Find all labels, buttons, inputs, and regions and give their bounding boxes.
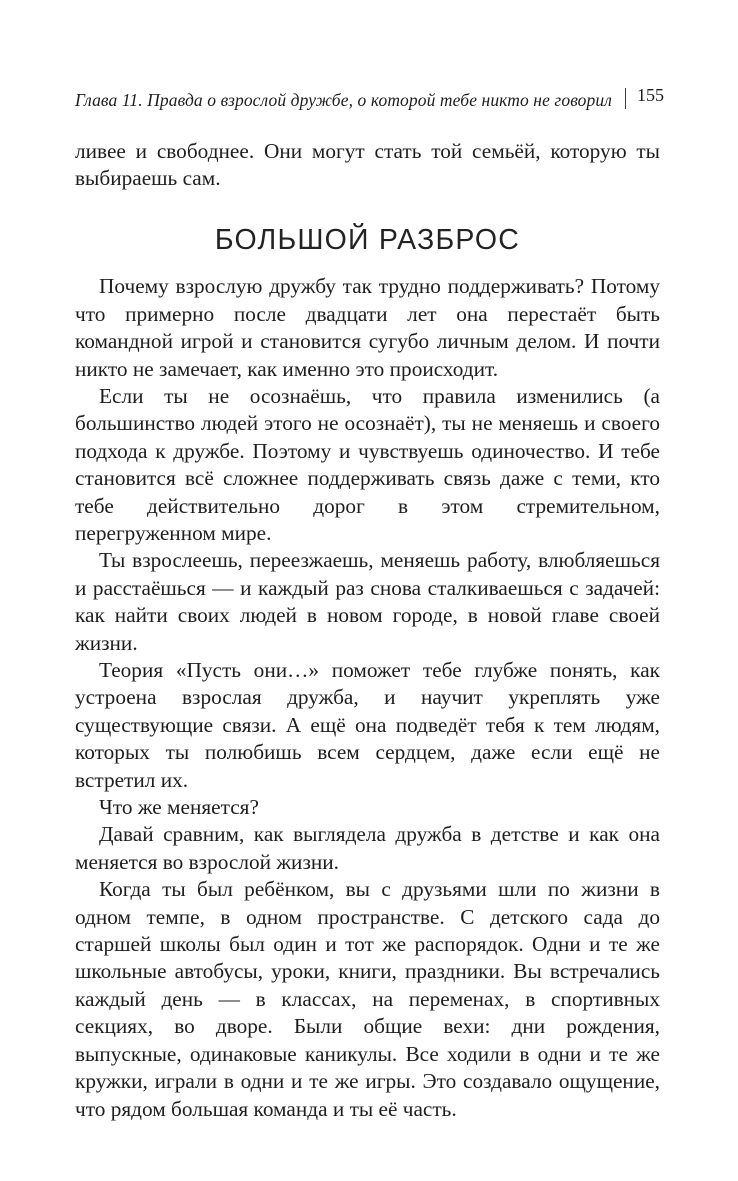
paragraph: Давай сравним, как выглядела дружба в детстве и как она меняется во взрослой жизни. <box>75 822 660 874</box>
page-number: 155 <box>636 85 664 105</box>
paragraph: Когда ты был ребёнком, вы с друзьями шли по жизни в одном темпе, в одном пространстве. С детского сада до старшей школы был один и тот же распорядок. Одни и те же школьные автобусы, уроки, книги, праздники. Вы встречались каждый день — в классах, на переменах, в спортивных секциях, во дворе. Были общие вехи: дни рождения, выпускные, одинаковые каникулы. Все ходили в одни и те же кружки, играли в одни и те же игры. Это создавало ощущение, что рядом большая команда и ты её часть. <box>75 877 660 1121</box>
page-number-group <box>612 84 664 106</box>
body-paragraphs <box>75 273 660 1123</box>
paragraph: Если ты не осознаёшь, что правила изменились (а большинство людей этого не осознаёт), ты не меняешь и своего подхода к дружбе. Поэтому и чувствуешь одиночество. И тебе становится всё сложнее поддерживать связь даже с теми, кто тебе действительно дорог в этом стремительном, перегруженном мире. <box>75 383 660 545</box>
paragraph: Что же меняется? <box>99 795 259 820</box>
intro-paragraphs <box>75 138 660 193</box>
paragraph: Ты взрослеешь, переезжаешь, меняешь работу, влюбляешься и расстаёшься — и каждый раз снова сталкиваешься с задачей: как найти своих людей в новом городе, в новой главе своей жизни. <box>75 548 660 655</box>
paragraph: Почему взрослую дружбу так трудно поддерживать? Потому что примерно после двадцати лет она перестаёт быть командной игрой и становится сугубо личным делом. И почти никто не замечает, как именно это происходит. <box>75 274 660 381</box>
running-head <box>75 84 664 111</box>
header-divider <box>625 88 626 109</box>
chapter-title: Глава 11. Правда о взрослой дружбе, о которой тебе никто не говорил <box>75 89 612 110</box>
paragraph: Теория «Пусть они…» поможет тебе глубже понять, как устроена взрослая дружба, и научит укреплять уже существующие связи. А ещё она подведёт тебя к тем людям, которых ты полюбишь всем сердцем, даже если ещё не встретил их. <box>75 658 660 792</box>
paragraph: ливее и свободнее. Они могут стать той семьёй, которую ты выбираешь сам. <box>75 138 660 190</box>
section-heading: БОЛЬШОЙ РАЗБРОС <box>214 224 521 257</box>
